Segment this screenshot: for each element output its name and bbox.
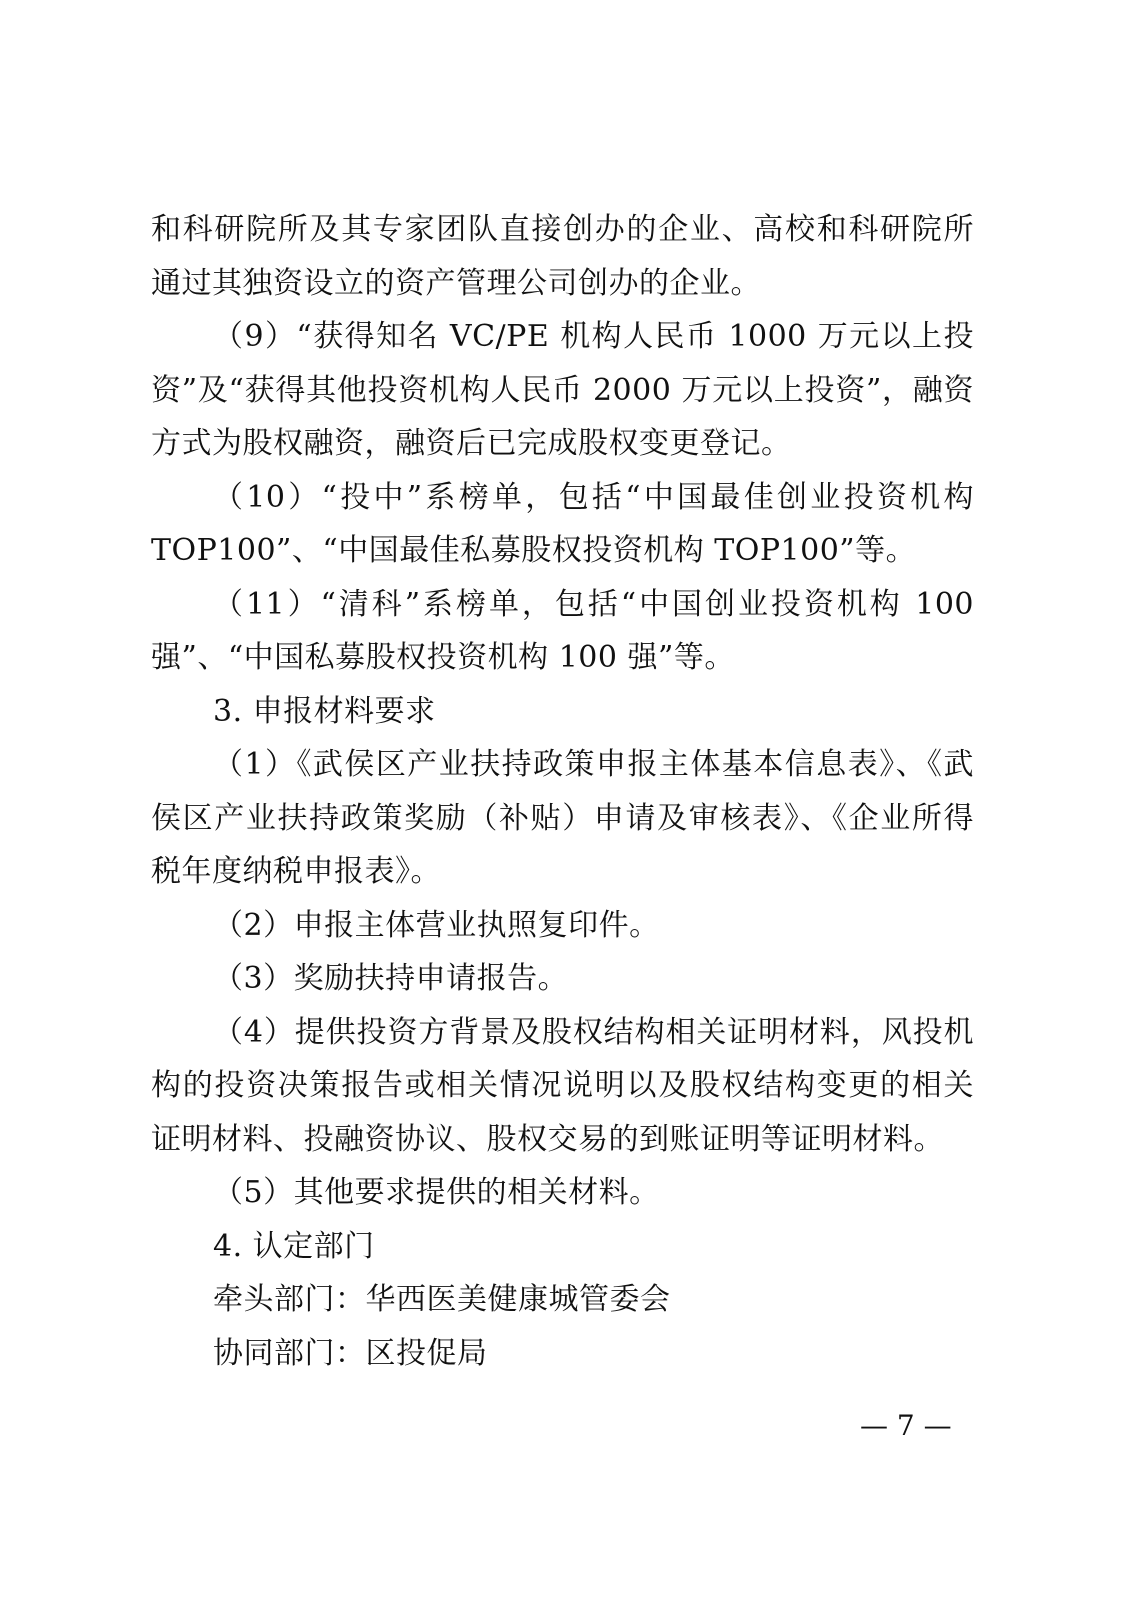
- material-item-5: （5）其他要求提供的相关材料。: [213, 1175, 660, 1210]
- paragraph-item-10: （10）“投中”系榜单，包括“中国最佳创业投资机构TOP100”、“中国最佳私募股权投资机构 TOP100”等。: [151, 479, 974, 568]
- section-heading-3: 3. 申报材料要求: [213, 693, 436, 729]
- paragraph-item-11: （11）“清科”系榜单，包括“中国创业投资机构 100 强”、“中国私募股权投资机构 100 强”等。: [151, 586, 974, 675]
- page-number: — 7 —: [860, 1409, 952, 1442]
- material-item-4: （4）提供投资方背景及股权结构相关证明材料，风投机构的投资决策报告或相关情况说明以及股权结构变更的相关证明材料、投融资协议、股权交易的到账证明等证明材料。: [151, 1014, 974, 1157]
- cooperating-department: 协同部门：区投促局: [213, 1335, 488, 1371]
- document-body: [151, 203, 974, 1380]
- paragraph-item-9: （9）“获得知名 VC/PE 机构人民币 1000 万元以上投资”及“获得其他投资机构人民币 2000 万元以上投资”，融资方式为股权融资，融资后已完成股权变更登记。: [151, 319, 974, 461]
- material-item-1: （1）《武侯区产业扶持政策申报主体基本信息表》、《武侯区产业扶持政策奖励（补贴）申请及审核表》、《企业所得税年度纳税申报表》。: [151, 747, 974, 889]
- lead-department: 牵头部门：华西医美健康城管委会: [213, 1282, 671, 1317]
- section-heading-4: 4. 认定部门: [213, 1228, 375, 1264]
- paragraph-continuation: 和科研院所及其专家团队直接创办的企业、高校和科研院所通过其独资设立的资产管理公司创办的企业。: [151, 212, 974, 301]
- material-item-2: （2）申报主体营业执照复印件。: [213, 907, 660, 943]
- material-item-3: （3）奖励扶持申请报告。: [213, 961, 569, 996]
